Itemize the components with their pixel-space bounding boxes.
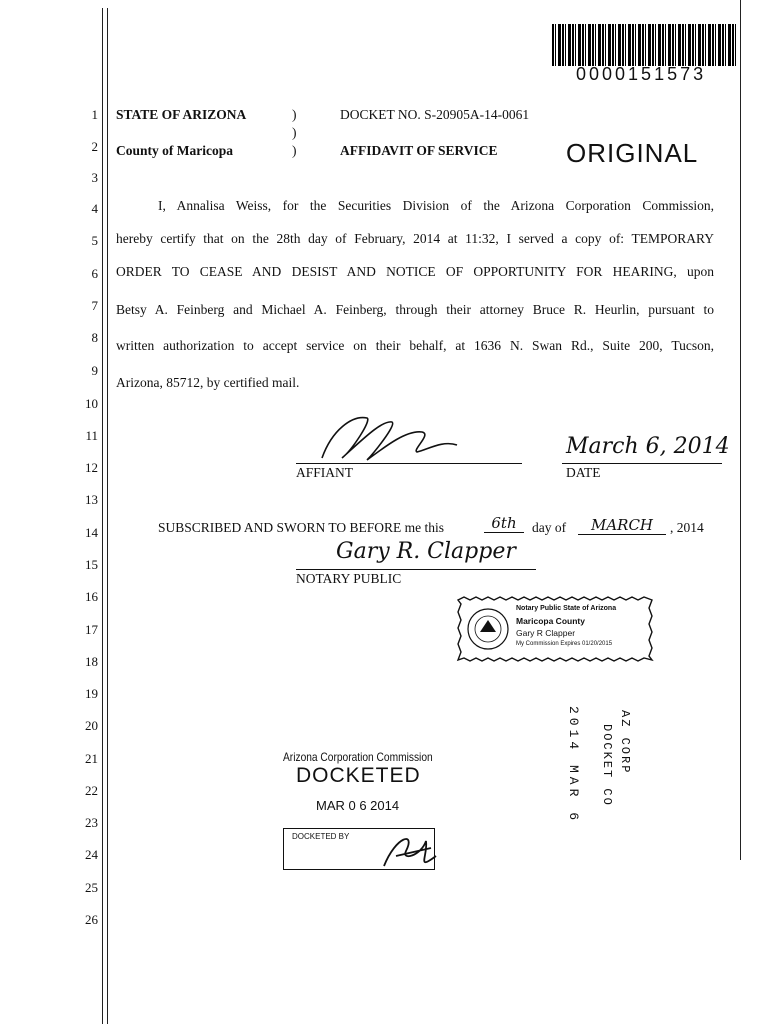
seal-line2: Maricopa County bbox=[516, 616, 585, 626]
subscribed-text: SUBSCRIBED AND SWORN TO BEFORE me this bbox=[158, 520, 445, 535]
barcode bbox=[552, 24, 738, 66]
line-number: 10 bbox=[85, 396, 98, 411]
notary-seal bbox=[454, 596, 656, 662]
caption-paren: ) bbox=[292, 143, 297, 158]
seal-line1: Notary Public State of Arizona bbox=[516, 605, 617, 612]
date-line bbox=[562, 463, 722, 464]
notary-label: NOTARY PUBLIC bbox=[296, 571, 402, 586]
caption-county: County of Maricopa bbox=[116, 143, 233, 158]
caption-paren: ) bbox=[292, 125, 297, 140]
line-number: 12 bbox=[85, 460, 98, 475]
line-number: 4 bbox=[91, 201, 98, 216]
caption-paren: ) bbox=[292, 107, 297, 122]
line-number: 1 bbox=[91, 107, 98, 122]
docketed-by-initials bbox=[376, 826, 446, 876]
line-number: 24 bbox=[85, 847, 98, 862]
day-value: 6th bbox=[484, 514, 524, 533]
docket-stamp-agency: Arizona Corporation Commission bbox=[283, 750, 433, 764]
line-number: 22 bbox=[85, 783, 98, 798]
caption-state: STATE OF ARIZONA bbox=[116, 107, 247, 122]
seal-line3: Gary R Clapper bbox=[516, 628, 576, 638]
year-text: , 2014 bbox=[670, 520, 704, 535]
document-title: AFFIDAVIT OF SERVICE bbox=[340, 143, 498, 158]
line-number: 16 bbox=[85, 589, 98, 604]
line-number: 15 bbox=[85, 557, 98, 572]
affiant-signature bbox=[312, 410, 462, 466]
original-stamp: ORIGINAL bbox=[566, 138, 699, 168]
line-number: 8 bbox=[91, 330, 98, 345]
line-number: 13 bbox=[85, 492, 98, 507]
body-line: I, Annalisa Weiss, for the Securities Division of the Arizona Corporation Commission, bbox=[158, 198, 714, 213]
month-value: MARCH bbox=[578, 516, 666, 535]
received-stamp-date: 2014 MAR 6 bbox=[566, 706, 581, 825]
line-number: 3 bbox=[91, 170, 98, 185]
date-label: DATE bbox=[566, 465, 601, 480]
body-line: ORDER TO CEASE AND DESIST AND NOTICE OF OPPORTUNITY FOR HEARING, upon bbox=[116, 264, 714, 279]
margin-line-left-outer bbox=[102, 8, 103, 1024]
line-number: 5 bbox=[91, 233, 98, 248]
body-line: hereby certify that on the 28th day of February, 2014 at 11:32, I served a copy of: TEMPORARY bbox=[116, 231, 714, 246]
received-stamp-agency: AZ CORP bbox=[618, 710, 632, 775]
docket-stamp-docketed: DOCKETED bbox=[296, 764, 421, 787]
docket-number: DOCKET NO. S-20905A-14-0061 bbox=[340, 107, 530, 122]
line-number: 7 bbox=[91, 298, 98, 313]
line-number: 9 bbox=[91, 363, 98, 378]
docket-stamp-date: MAR 0 6 2014 bbox=[316, 798, 400, 813]
line-number: 20 bbox=[85, 718, 98, 733]
margin-line-right bbox=[740, 0, 741, 860]
line-number: 19 bbox=[85, 686, 98, 701]
received-stamp-docket: DOCKET CO bbox=[600, 724, 614, 807]
line-number: 26 bbox=[85, 912, 98, 927]
seal-line4: My Commission Expires 01/20/2015 bbox=[516, 641, 613, 647]
barcode-number: 0000151573 bbox=[576, 64, 707, 84]
affiant-label: AFFIANT bbox=[296, 465, 354, 480]
line-number: 6 bbox=[91, 266, 98, 281]
body-line: Betsy A. Feinberg and Michael A. Feinberg, through their attorney Bruce R. Heurlin, pursuant to bbox=[116, 302, 714, 317]
line-number: 25 bbox=[85, 880, 98, 895]
line-number: 17 bbox=[85, 622, 98, 637]
body-line: Arizona, 85712, by certified mail. bbox=[116, 375, 300, 390]
date-handwritten: March 6, 2014 bbox=[566, 434, 730, 459]
day-of-text: day of bbox=[532, 520, 567, 535]
affiant-line bbox=[296, 463, 522, 464]
line-number: 23 bbox=[85, 815, 98, 830]
body-line: written authorization to accept service on their behalf, at 1636 N. Swan Rd., Suite 200, Tucson, bbox=[116, 338, 714, 353]
line-number: 14 bbox=[85, 525, 98, 540]
line-number: 18 bbox=[85, 654, 98, 669]
line-number: 11 bbox=[85, 428, 98, 443]
line-number: 21 bbox=[85, 751, 98, 766]
margin-line-left-inner bbox=[107, 8, 108, 1024]
line-number: 2 bbox=[91, 139, 98, 154]
notary-signature: Gary R. Clapper bbox=[336, 539, 516, 564]
notary-line bbox=[296, 569, 536, 570]
docketed-by-label: DOCKETED BY bbox=[292, 832, 350, 841]
